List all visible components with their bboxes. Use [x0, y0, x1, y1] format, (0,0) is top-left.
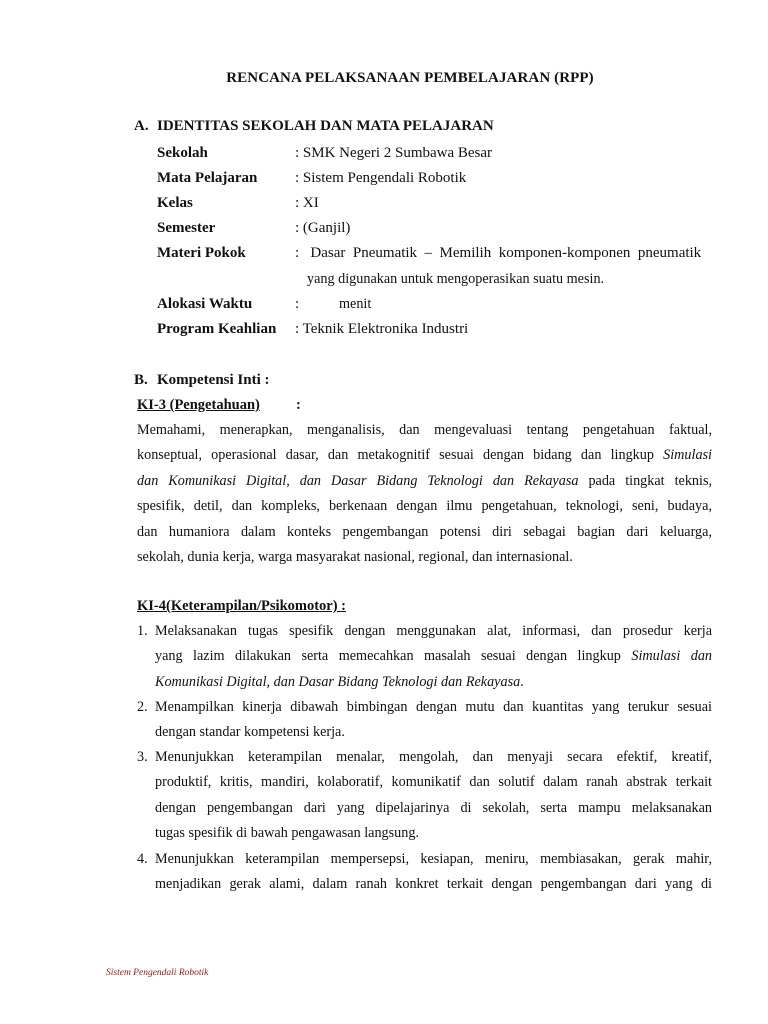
value-mata-pelajaran: : Sistem Pengendali Robotik	[295, 170, 467, 186]
ki4-item-3-line-1: Menunjukkan keterampilan menalar, mengolah, dan menyaji secara efektif, kreatif,	[155, 749, 712, 765]
ki4-item-2-number: 2.	[137, 699, 148, 715]
ki4-heading: KI-4(Keterampilan/Psikomotor) :	[137, 598, 347, 614]
ki4-item-1-line-1: Melaksanakan tugas spesifik dengan menggunakan alat, informasi, dan prosedur kerja	[155, 623, 712, 639]
ki3-line-2-italic: Simulasi	[663, 447, 712, 464]
ki3-line-3-italic: dan Komunikasi Digital, dan Dasar Bidang Teknologi dan Rekayasa	[137, 472, 579, 489]
ki3-heading: KI-3 (Pengetahuan)	[137, 397, 260, 413]
ki4-item-1-line-2-italic: Simulasi dan	[631, 648, 713, 665]
ki3-line-4: spesifik, detil, dan kompleks, berkenaan dengan ilmu pengetahuan, teknologi, seni, budaya,	[137, 498, 712, 515]
label-mata-pelajaran: Mata Pelajaran	[157, 170, 258, 186]
value-program-keahlian: : Teknik Elektronika Industri	[295, 321, 469, 337]
ki4-item-2	[155, 695, 712, 746]
ki4-item-3-line-4: tugas spesifik di bawah pengawasan langsung.	[155, 825, 419, 842]
section-b-heading: Kompetensi Inti :	[157, 372, 270, 388]
ki4-item-3-line-3: dengan pengembangan dari yang dipelajarinya di sekolah, serta mampu melaksanakan	[155, 799, 712, 816]
ki4-item-4-line-1: Menunjukkan keterampilan mempersepsi, kesiapan, meniru, membiasakan, gerak mahir,	[155, 851, 712, 867]
section-a-heading: IDENTITAS SEKOLAH DAN MATA PELAJARAN	[157, 118, 494, 134]
ki4-item-4-number: 4.	[137, 851, 148, 867]
ki4-item-3-line-2: produktif, kritis, mandiri, kolaboratif, komunikatif dan solutif dalam ranah abstrak terkait	[155, 774, 712, 791]
label-alokasi-waktu: Alokasi Waktu	[157, 296, 253, 312]
ki4-item-3	[155, 745, 712, 847]
ki3-colon: :	[296, 397, 301, 413]
label-materi-pokok: Materi Pokok	[157, 245, 246, 261]
ki3-line-2-text: konseptual, operasional dasar, dan metakognitif sesuai dengan bidang dan lingkup	[137, 447, 654, 464]
ki4-item-1-line-2	[155, 644, 712, 669]
ki4-item-4	[155, 847, 712, 898]
ki3-line-3	[137, 469, 712, 494]
value-alokasi-waktu-unit: menit	[339, 296, 372, 312]
ki3-line-3-text: pada tingkat teknis,	[588, 472, 713, 489]
ki4-item-1-line-3-italic: Komunikasi Digital, dan Dasar Bidang Teknologi dan Rekayasa	[155, 673, 521, 690]
ki3-line-1: Memahami, menerapkan, menganalisis, dan mengevaluasi tentang pengetahuan faktual,	[137, 422, 712, 438]
ki3-line-6: sekolah, dunia kerja, warga masyarakat nasional, regional, dan internasional.	[137, 548, 573, 565]
label-semester: Semester	[157, 220, 216, 236]
ki4-item-1-number: 1.	[137, 623, 148, 639]
section-b-letter: B.	[134, 372, 148, 388]
ki4-item-1	[155, 619, 712, 695]
ki4-item-2-line-2: dengan standar kompetensi kerja.	[155, 724, 345, 741]
ki4-item-1-line-3	[155, 670, 712, 695]
value-kelas: : XI	[295, 195, 319, 211]
label-sekolah: Sekolah	[157, 145, 208, 161]
ki4-item-2-line-1: Menampilkan kinerja dibawah bimbingan dengan mutu dan kuantitas yang terukur sesuai	[155, 699, 712, 715]
value-sekolah: : SMK Negeri 2 Sumbawa Besar	[295, 145, 493, 161]
ki3-line-5: dan humaniora dalam konteks pengembangan potensi diri sebagai bagian dari keluarga,	[137, 523, 712, 540]
document-title: RENCANA PELAKSANAAN PEMBELAJARAN (RPP)	[226, 70, 594, 86]
value-materi-pokok-cont: yang digunakan untuk mengoperasikan suatu mesin.	[307, 271, 605, 287]
section-a-letter: A.	[134, 118, 149, 134]
ki4-item-1-line-3-end: .	[520, 673, 524, 690]
value-materi-pokok: : Dasar Pneumatik – Memilih komponen-komponen pneumatik	[295, 245, 702, 261]
ki4-item-4-line-2: menjadikan gerak alami, dalam ranah konkret terkait dengan pengembangan dari yang di	[155, 876, 712, 893]
value-alokasi-waktu-colon: :	[295, 296, 300, 312]
ki3-paragraph	[137, 418, 712, 570]
value-semester: : (Ganjil)	[295, 220, 351, 236]
label-kelas: Kelas	[157, 195, 193, 211]
label-program-keahlian: Program Keahlian	[157, 321, 277, 337]
page-footer: Sistem Pengendali Robotik	[106, 968, 209, 978]
ki4-item-1-line-2-text: yang lazim dilakukan serta memecahkan masalah sesuai dengan lingkup	[155, 648, 621, 665]
ki4-item-3-number: 3.	[137, 749, 148, 765]
ki3-line-2	[137, 443, 712, 468]
